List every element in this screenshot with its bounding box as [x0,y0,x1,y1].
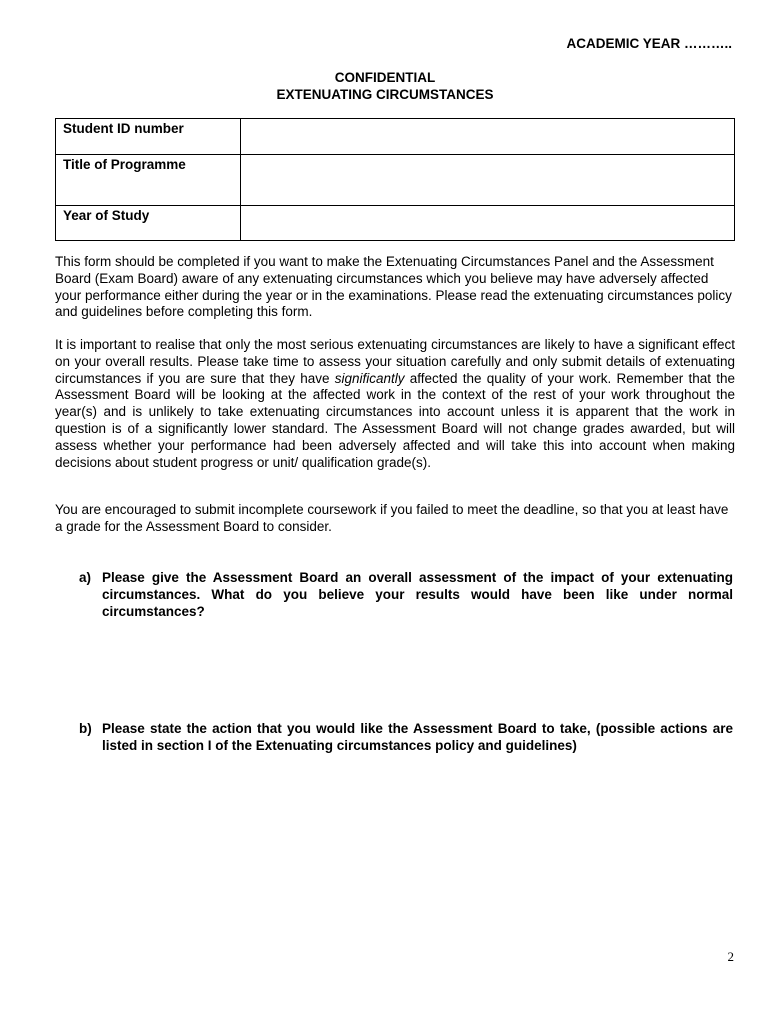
intro-paragraph: This form should be completed if you want to make the Extenuating Circumstances Panel and the Assessment Board (Exam Board) aware of any extenuating circumstances which you believe may have adversely affected your performance either during the year or in the examinations. Please read the extenuating circumstances policy and guidelines before completing this form. [55,254,732,320]
programme-title-label: Title of Programme [56,155,241,206]
student-info-table [55,118,735,241]
question-b-text: Please state the action that you would like the Assessment Board to take, (possible actions are listed in section I of the Extenuating circumstances policy and guidelines) [102,721,733,753]
question-a-text: Please give the Assessment Board an overall assessment of the impact of your extenuating circumstances. What do you believe your results would have been like under normal circumstances? [102,570,733,619]
question-a [79,569,733,620]
year-of-study-input[interactable] [241,206,735,241]
coursework-paragraph: You are encouraged to submit incomplete coursework if you failed to meet the deadline, so that you at least have a grade for the Assessment Board to consider. [55,502,729,534]
question-b [79,720,733,754]
table-row [56,155,735,206]
importance-text-start: It is important to realise that only the most serious extenuating circumstances are likely to have a significant effect on your overall results. Please take time to assess your situation carefully and only submit details of extenuating circumstances if you are sure that they have [55,337,735,386]
emphasis-word: significantly [334,370,405,386]
table-row [56,206,735,241]
programme-title-input[interactable] [241,155,735,206]
importance-text-end: affected the quality of your work. Remember that the Assessment Board will be looking at the affected work in the context of the rest of your work throughout the year(s) and is unlikely to take extenuating circumstances into account unless it is apparent that the work in question is of a significantly lower standard. The Assessment Board will not change grades awarded, but will assess whether your performance had been adversely affected and will take this into account when making decisions about student progress or unit/ qualification grade(s). [55,370,735,470]
form-heading [0,69,770,103]
importance-paragraph [55,337,735,471]
year-of-study-label: Year of Study [56,206,241,241]
confidential-label: CONFIDENTIAL [334,70,436,85]
table-row [56,119,735,155]
form-title: EXTENUATING CIRCUMSTANCES [276,87,494,102]
question-a-marker: a) [79,570,92,585]
page-number: 2 [727,949,734,964]
question-b-marker: b) [79,721,92,736]
student-id-label: Student ID number [56,119,241,155]
student-id-input[interactable] [241,119,735,155]
academic-year-field: ACADEMIC YEAR ……….. [566,36,732,51]
